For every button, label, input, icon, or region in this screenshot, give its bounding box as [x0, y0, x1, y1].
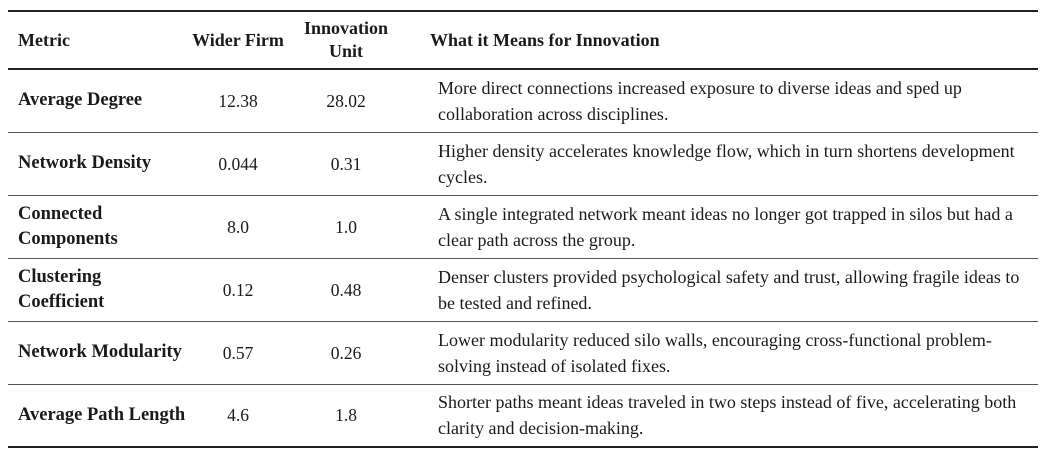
- table-body: [8, 69, 1038, 447]
- wider-firm-value: 0.12: [222, 279, 254, 300]
- meaning-text: Shorter paths meant ideas traveled in two steps instead of five, accelerating both clarity and decision-making.: [438, 392, 1017, 439]
- table-row: [8, 132, 1038, 195]
- meaning-text: More direct connections increased exposure to diverse ideas and sped up collaboration across disciplines.: [438, 77, 962, 124]
- innovation-unit-value: 0.48: [330, 279, 362, 300]
- wider-firm-value: 8.0: [227, 216, 249, 237]
- metric-name: Network Density: [18, 153, 152, 173]
- table-row: [8, 69, 1038, 132]
- header-innovation-unit: Innovation Unit: [303, 18, 389, 61]
- meaning-text: Higher density accelerates knowledge flow, which in turn shortens development cycles.: [438, 140, 1015, 187]
- wider-firm-value: 4.6: [227, 405, 249, 426]
- wider-firm-value: 0.57: [222, 342, 254, 363]
- metric-name: Connected Components: [18, 203, 118, 249]
- table-row: [8, 195, 1038, 258]
- table-row: [8, 258, 1038, 321]
- metrics-comparison-table: [8, 10, 1038, 448]
- meaning-text: A single integrated network meant ideas no longer got trapped in silos but had a clear path across the group.: [438, 203, 1013, 250]
- innovation-unit-value: 0.26: [330, 342, 362, 363]
- metric-name: Average Degree: [18, 90, 143, 111]
- metric-name: Clustering Coefficient: [18, 266, 105, 312]
- metric-name: Average Path Length: [18, 404, 186, 425]
- innovation-unit-value: 1.0: [335, 216, 357, 237]
- innovation-unit-value: 0.31: [330, 153, 362, 174]
- innovation-unit-value: 28.02: [326, 90, 366, 111]
- table-row: [8, 384, 1038, 447]
- header-meaning: What it Means for Innovation: [430, 29, 660, 50]
- meaning-text: Lower modularity reduced silo walls, encouraging cross-functional problem-solving instead of isolated fixes.: [438, 329, 992, 376]
- header-wider-firm: Wider Firm: [192, 29, 284, 50]
- meaning-text: Denser clusters provided psychological safety and trust, allowing fragile ideas to be tested and refined.: [438, 266, 1020, 313]
- metrics-table-container: [8, 10, 1038, 448]
- table-header: [8, 11, 1038, 69]
- header-row: [8, 11, 1038, 69]
- metric-name: Network Modularity: [18, 342, 182, 362]
- wider-firm-value: 0.044: [218, 153, 258, 174]
- wider-firm-value: 12.38: [218, 90, 258, 111]
- table-row: [8, 321, 1038, 384]
- innovation-unit-value: 1.8: [335, 405, 357, 426]
- header-metric: Metric: [18, 29, 70, 50]
